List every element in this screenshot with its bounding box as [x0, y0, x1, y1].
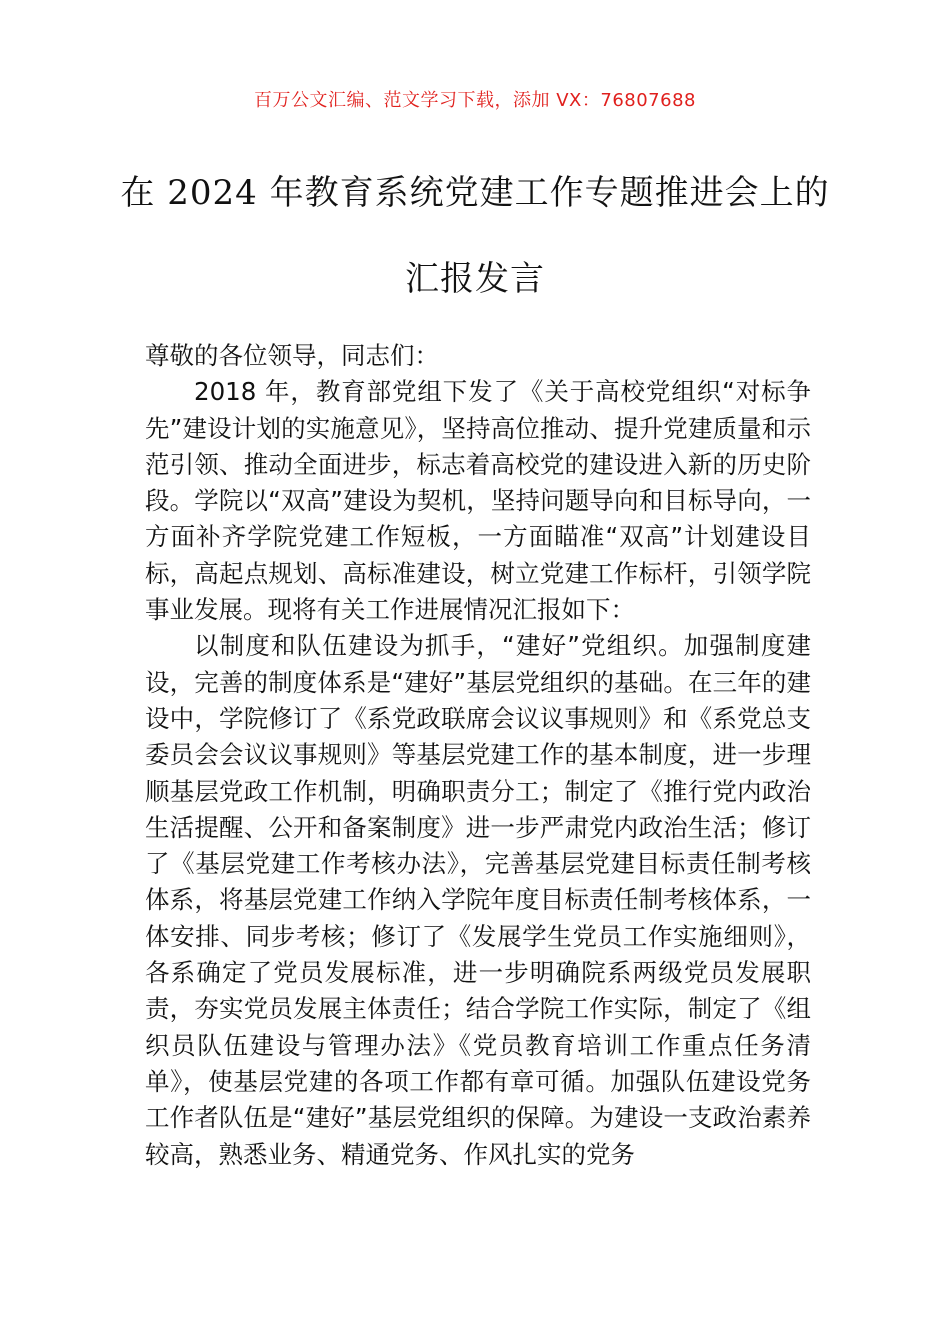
- salutation: 尊敬的各位领导，同志们：: [145, 341, 439, 370]
- document-title: 在 2024 年教育系统党建工作专题推进会上的汇报发言: [120, 173, 830, 299]
- document-body: [145, 338, 811, 1173]
- paragraph-2: 以制度和队伍建设为抓手，“建好”党组织。加强制度建设，完善的制度体系是“建好”基层党组织的基础。在三年的建设中，学院修订了《系党政联席会议议事规则》和《系党总支委员会会议议事规则》等基层党建工作的基本制度，进一步理顺基层党政工作机制，明确职责分工；制定了《推行党内政治生活提醒、公开和备案制度》进一步严肃党内政治生活；修订了《基层党建工作考核办法》，完善基层党建目标责任制考核体系，将基层党建工作纳入学院年度目标责任制考核体系，一体安排、同步考核；修订了《发展学生党员工作实施细则》，各系确定了党员发展标准，进一步明确院系两级党员发展职责，夯实党员发展主体责任；结合学院工作实际，制定了《组织员队伍建设与管理办法》《党员教育培训工作重点任务清单》，使基层党建的各项工作都有章可循。加强队伍建设党务工作者队伍是“建好”基层党组织的保障。为建设一支政治素养较高，熟悉业务、精通党务、作风扎实的党务: [145, 631, 811, 1169]
- paragraph-1: 2018 年，教育部党组下发了《关于高校党组织“对标争先”建设计划的实施意见》，坚持高位推动、提升党建质量和示范引领、推动全面进步，标志着高校党的建设进入新的历史阶段。学院以“双高”建设为契机，坚持问题导向和目标导向，一方面补齐学院党建工作短板，一方面瞄准“双高”计划建设目标，高起点规划、高标准建设，树立党建工作标杆，引领学院事业发展。现将有关工作进展情况汇报如下：: [145, 377, 811, 625]
- promo-header-text: 百万公文汇编、范文学习下载，添加 VX：76807688: [254, 90, 696, 111]
